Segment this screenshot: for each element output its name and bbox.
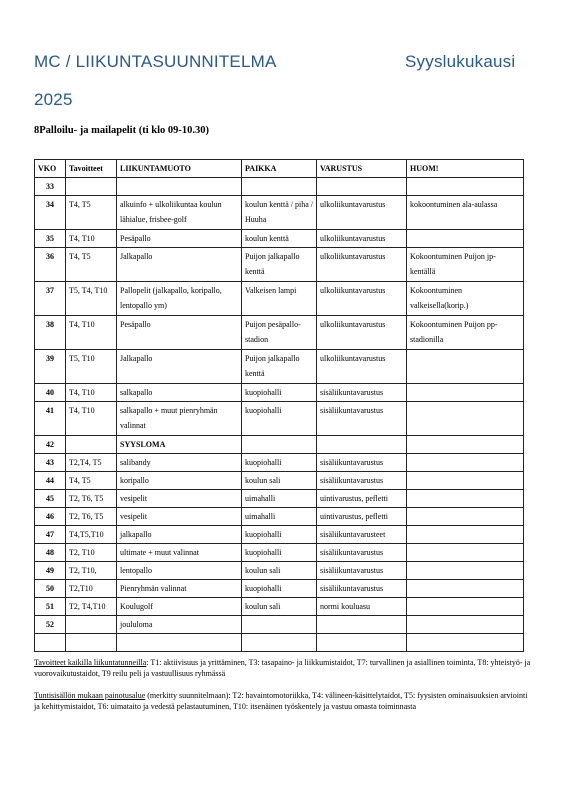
cell-varustus [317,616,407,634]
cell-paikka: koulun kenttä [242,230,317,248]
cell-vko: 40 [35,384,66,402]
cell-liikuntamuoto [117,178,242,196]
cell-huom [407,490,524,508]
goals-note [34,657,534,679]
column-header-huom: HUOM! [407,160,524,178]
cell-tavoitteet: T2,T10 [66,580,117,598]
cell-liikuntamuoto: jalkapallo [117,526,242,544]
cell-paikka: koulun kenttä / piha / Huuha [242,196,317,230]
cell-liikuntamuoto: joululoma [117,616,242,634]
cell-tavoitteet: T4, T10 [66,402,117,436]
cell-paikka [242,436,317,454]
cell-liikuntamuoto: salkapallo + muut pienryhmän valinnat [117,402,242,436]
table-row [35,384,524,402]
cell-tavoitteet: T4, T10 [66,384,117,402]
column-header-vko: VKO [35,160,66,178]
cell-paikka: Puijon pesäpallo-stadion [242,316,317,350]
cell-huom [407,436,524,454]
table-row [35,454,524,472]
cell-varustus: sisäliikuntavarustus [317,402,407,436]
cell-paikka: Puijon jalkapallo kenttä [242,248,317,282]
cell-tavoitteet: T4, T5 [66,248,117,282]
cell-paikka: kuopiohalli [242,580,317,598]
course-subtitle: 8Palloilu- ja mailapelit (ti klo 09-10.30) [34,125,209,136]
cell-huom [407,580,524,598]
cell-varustus: uintivarustus, pefletti [317,490,407,508]
cell-huom [407,178,524,196]
table-row [35,472,524,490]
cell-vko: 42 [35,436,66,454]
cell-vko: 51 [35,598,66,616]
cell-liikuntamuoto: Pienryhmän valinnat [117,580,242,598]
cell-paikka: kuopiohalli [242,526,317,544]
cell-liikuntamuoto: lentopallo [117,562,242,580]
cell-vko: 44 [35,472,66,490]
table-row [35,544,524,562]
cell-vko: 35 [35,230,66,248]
cell-huom [407,384,524,402]
cell-vko: 39 [35,350,66,384]
cell-varustus: ulkoliikuntavarustus [317,248,407,282]
cell-tavoitteet: T5, T4, T10 [66,282,117,316]
cell-tavoitteet [66,616,117,634]
column-header-tavoitteet: Tavoitteet [66,160,117,178]
table-row [35,282,524,316]
cell-paikka: koulun sali [242,598,317,616]
table-row [35,562,524,580]
cell-liikuntamuoto: vesipelit [117,490,242,508]
column-header-varustus: VARUSTUS [317,160,407,178]
cell-huom [407,598,524,616]
cell-tavoitteet [66,436,117,454]
cell-paikka: Puijon jalkapallo kenttä [242,350,317,384]
cell-vko: 41 [35,402,66,436]
cell-varustus: ulkoliikuntavarustus [317,230,407,248]
cell-paikka: kuopiohalli [242,384,317,402]
cell-huom [407,508,524,526]
cell-vko: 43 [35,454,66,472]
table-row [35,178,524,196]
cell-liikuntamuoto: Jalkapallo [117,350,242,384]
cell-huom: Kokoontuminen Puijon pp-stadionilla [407,316,524,350]
cell-paikka: koulun sali [242,562,317,580]
cell-huom [407,616,524,634]
cell-tavoitteet [66,178,117,196]
cell-huom: kokoontuminen ala-aulassa [407,196,524,230]
cell-tavoitteet [66,634,117,652]
cell-paikka [242,634,317,652]
cell-tavoitteet: T2, T10, [66,562,117,580]
cell-liikuntamuoto: Pesäpallo [117,230,242,248]
table-row [35,598,524,616]
column-header-liikuntamuoto: LIIKUNTAMUOTO [117,160,242,178]
term-label: Syyslukukausi [405,52,516,71]
cell-liikuntamuoto: vesipelit [117,508,242,526]
cell-varustus [317,178,407,196]
table-header-row [35,160,524,178]
cell-vko: 38 [35,316,66,350]
cell-liikuntamuoto: SYYSLOMA [117,436,242,454]
table-row [35,616,524,634]
cell-tavoitteet: T5, T10 [66,350,117,384]
cell-paikka: kuopiohalli [242,402,317,436]
table-row [35,526,524,544]
cell-liikuntamuoto: salkapallo [117,384,242,402]
cell-tavoitteet: T4, T5 [66,472,117,490]
cell-tavoitteet: T2,T4, T5 [66,454,117,472]
table-row [35,196,524,230]
cell-varustus: ulkoliikuntavarustus [317,316,407,350]
cell-varustus: sisäliikuntavarustus [317,562,407,580]
goals-note-text: : T1: aktiivisuus ja yrittäminen, T3: tasapaino- ja liikkumistaidot, T7: turvallinen ja asiallinen toiminta, T8: yhteistyö- ja vuorovaikutustaidot, T9 reilu peli ja vastuullisuus ryhmässä [34,658,531,678]
cell-varustus: uintivarustus, pefletti [317,508,407,526]
cell-huom [407,402,524,436]
cell-liikuntamuoto: alkuinfo + ulkoliikuntaa koulun lähialue, frisbee-golf [117,196,242,230]
cell-huom: Kokoontuminen Puijon jp-kentällä [407,248,524,282]
cell-tavoitteet: T4, T5 [66,196,117,230]
cell-varustus: sisäliikuntavarustus [317,544,407,562]
cell-vko: 47 [35,526,66,544]
cell-liikuntamuoto: Jalkapallo [117,248,242,282]
cell-varustus: sisäliikuntavarustus [317,472,407,490]
cell-tavoitteet: T2, T6, T5 [66,490,117,508]
cell-vko [35,634,66,652]
table-row [35,436,524,454]
table-row [35,508,524,526]
cell-varustus: ulkoliikuntavarustus [317,282,407,316]
cell-vko: 49 [35,562,66,580]
table-body [35,178,524,652]
cell-varustus [317,436,407,454]
cell-varustus: sisäliikuntavarusteet [317,526,407,544]
cell-tavoitteet: T2, T6, T5 [66,508,117,526]
cell-paikka: kuopiohalli [242,454,317,472]
cell-paikka [242,616,317,634]
page-title: MC / LIIKUNTASUUNNITELMA [34,52,277,71]
cell-varustus: sisäliikuntavarustus [317,384,407,402]
table-row [35,248,524,282]
table-row [35,634,524,652]
focus-note [34,690,534,712]
cell-liikuntamuoto: ultimate + muut valinnat [117,544,242,562]
goals-note-lead: Tavoitteet kaikilla liikuntatunneilla [34,658,147,667]
cell-huom [407,350,524,384]
cell-paikka: koulun sali [242,472,317,490]
cell-paikka: uimahalli [242,508,317,526]
table-row [35,230,524,248]
cell-vko: 34 [35,196,66,230]
cell-tavoitteet: T2, T4,T10 [66,598,117,616]
cell-varustus [317,634,407,652]
cell-vko: 52 [35,616,66,634]
cell-liikuntamuoto [117,634,242,652]
plan-table [34,159,524,652]
cell-vko: 37 [35,282,66,316]
year-label: 2025 [34,90,73,109]
cell-huom [407,472,524,490]
cell-varustus: ulkoliikuntavarustus [317,196,407,230]
table-row [35,580,524,598]
column-header-paikka: PAIKKA [242,160,317,178]
cell-varustus: normi kouluasu [317,598,407,616]
table-row [35,490,524,508]
cell-liikuntamuoto: Koulugolf [117,598,242,616]
cell-liikuntamuoto: Pallopelit (jalkapallo, koripallo, lentopallo ym) [117,282,242,316]
cell-tavoitteet: T4,T5,T10 [66,526,117,544]
cell-varustus: sisäliikuntavarustus [317,454,407,472]
cell-vko: 50 [35,580,66,598]
cell-vko: 45 [35,490,66,508]
cell-tavoitteet: T4, T10 [66,316,117,350]
table-row [35,402,524,436]
cell-paikka: Valkeisen lampi [242,282,317,316]
focus-note-text: (merkitty suunnitelmaan): T2: havaintomotoriikka, T4: välineen-käsittelytaidot, T5: fyysisten ominaisuuksien arviointi ja kehittymistaidot, T6: uimataito ja vedestä pelastautuminen, T10: itsenäinen työskentely ja vastuu omasta toiminnasta [34,691,528,711]
cell-liikuntamuoto: koripallo [117,472,242,490]
cell-huom [407,230,524,248]
cell-vko: 33 [35,178,66,196]
cell-tavoitteet: T2, T10 [66,544,117,562]
cell-vko: 48 [35,544,66,562]
cell-huom [407,544,524,562]
cell-paikka [242,178,317,196]
cell-paikka: kuopiohalli [242,544,317,562]
cell-liikuntamuoto: salibandy [117,454,242,472]
cell-huom [407,562,524,580]
cell-huom [407,454,524,472]
cell-varustus: sisäliikuntavarustus [317,580,407,598]
focus-note-lead: Tuntisisällön mukaan painotusalue [34,691,146,700]
cell-paikka: uimahalli [242,490,317,508]
cell-varustus: ulkoliikuntavarustus [317,350,407,384]
cell-huom [407,526,524,544]
cell-huom [407,634,524,652]
cell-liikuntamuoto: Pesäpallo [117,316,242,350]
cell-huom: Kokoontuminen valkeisella(korip.) [407,282,524,316]
table-row [35,316,524,350]
cell-vko: 36 [35,248,66,282]
table-row [35,350,524,384]
cell-vko: 46 [35,508,66,526]
cell-tavoitteet: T4, T10 [66,230,117,248]
